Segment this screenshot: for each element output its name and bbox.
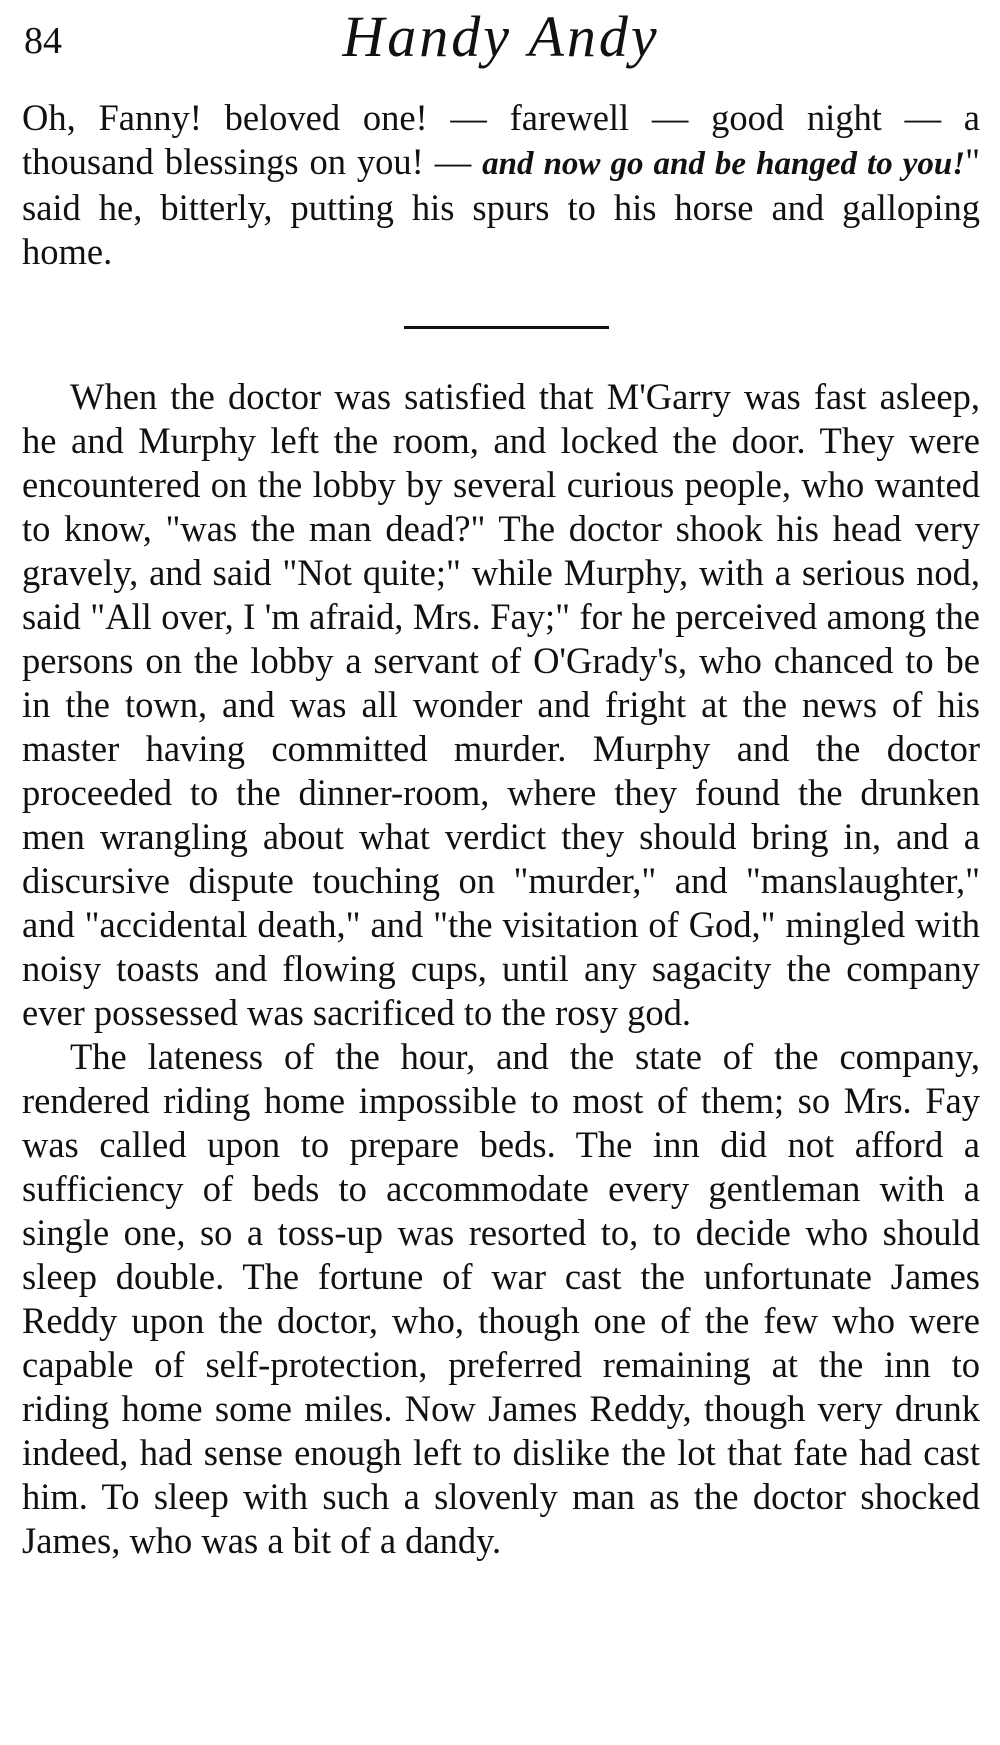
- section-divider: [404, 326, 609, 329]
- running-title: Handy Andy: [342, 4, 660, 69]
- paragraph-1-text-end: " said he, bitterly, putting his spurs to his horse and galloping home.: [22, 141, 980, 272]
- book-page: [22, 0, 980, 1745]
- paragraph-1-text: Oh, Fanny! beloved one! — farewell — good night — a thousand blessings on you! —: [22, 97, 980, 182]
- page-header: [22, 0, 980, 90]
- paragraph-1: [22, 96, 980, 274]
- paragraph-1-emphasis: and now go and be hanged to you!: [482, 146, 966, 182]
- page-number: 84: [24, 20, 62, 62]
- paragraph-3: The lateness of the hour, and the state of the company, rendered riding home impossible to most of them; so Mrs. Fay was called upon to prepare beds. The inn did not afford a sufficiency of beds to accommodate every gentleman with a single one, so a toss-up was resorted to, to decide who should sleep double. The fortune of war cast the unfortunate James Reddy upon the doctor, who, though one of the few who were capable of self-protection, preferred remaining at the inn to riding home some miles. Now James Reddy, though very drunk indeed, had sense enough left to dislike the lot that fate had cast him. To sleep with such a slovenly man as the doctor shocked James, who was a bit of a dandy.: [22, 1036, 980, 1561]
- paragraph-2: When the doctor was satisfied that M'Garry was fast asleep, he and Murphy left the room, and locked the door. They were encountered on the lobby by several curious people, who wanted to know, "was the man dead?" The doctor shook his head very gravely, and said "Not quite;" while Murphy, with a serious nod, said "All over, I 'm afraid, Mrs. Fay;" for he perceived among the persons on the lobby a servant of O'Grady's, who chanced to be in the town, and was all wonder and fright at the news of his master having committed murder. Murphy and the doctor proceeded to the dinner-room, where they found the drunken men wrangling about what verdict they should bring in, and a discursive dispute touching on "murder," and "manslaughter," and "accidental death," and "the visitation of God," mingled with noisy toasts and flowing cups, until any sagacity the company ever possessed was sacrificed to the rosy god.: [22, 376, 980, 1033]
